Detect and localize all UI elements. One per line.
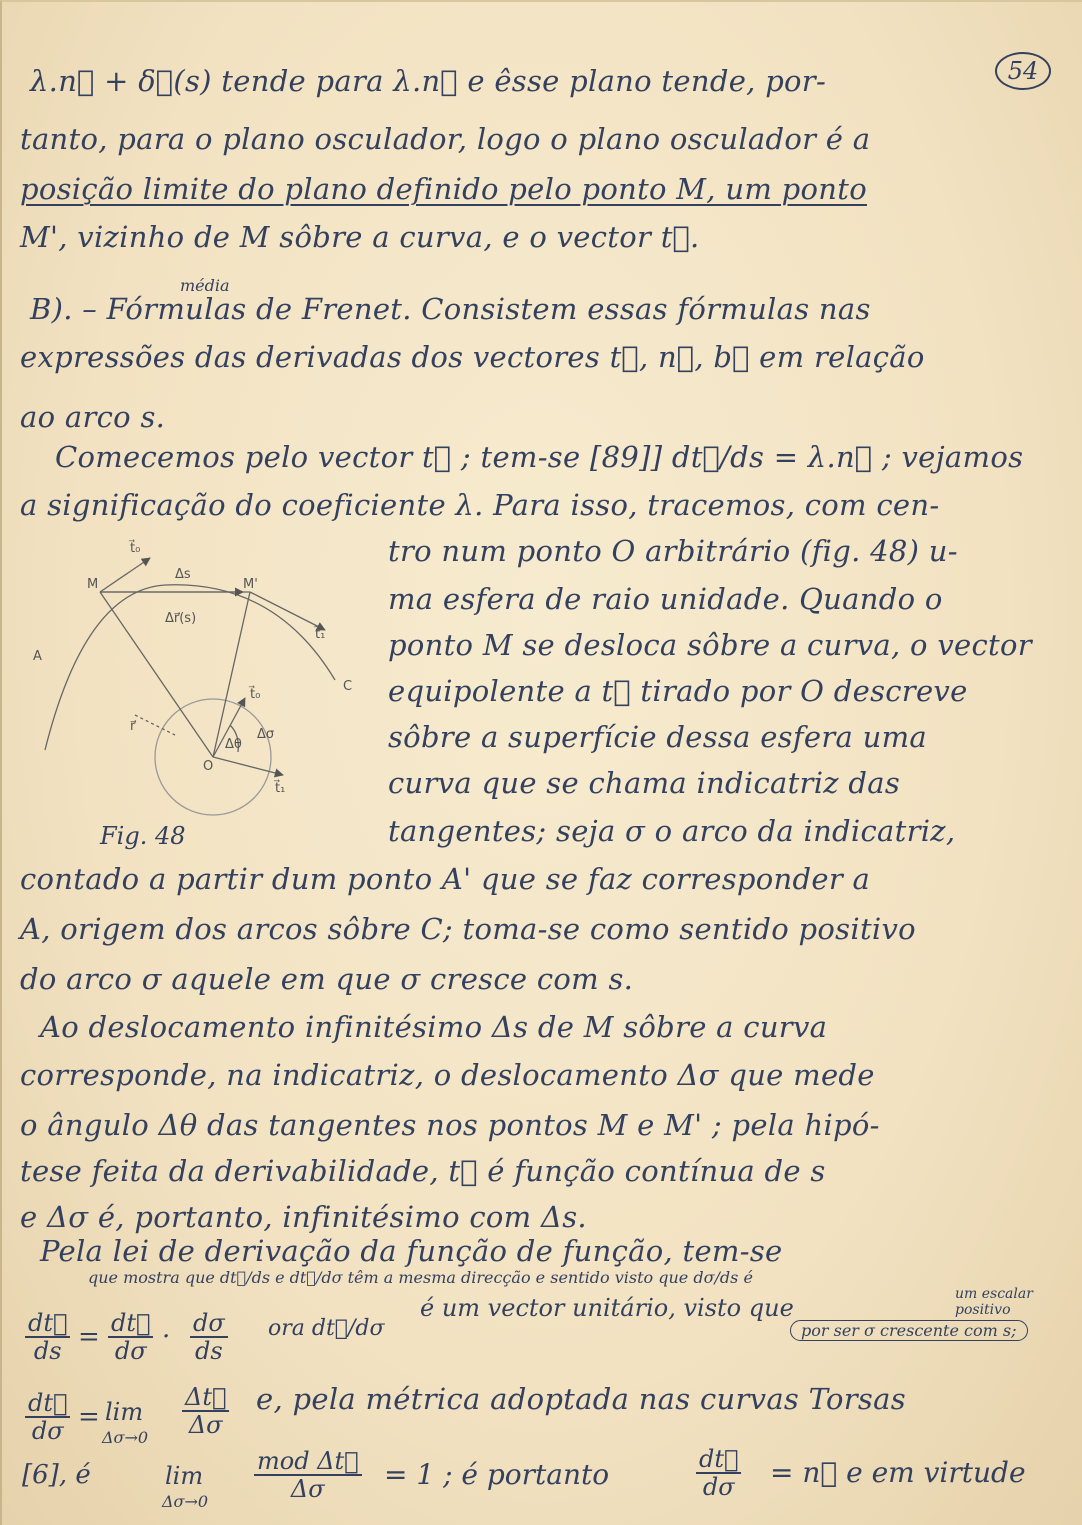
formula1-r1: $\frac{dt⃗}{d\sigma}$ bbox=[108, 1310, 153, 1364]
text-line-18: A, origem dos arcos sôbre C; toma-se como sentido positivo bbox=[20, 912, 916, 946]
arrow-r bbox=[135, 715, 175, 735]
formula3-lim: lim bbox=[165, 1462, 204, 1490]
label-ds: Δs bbox=[175, 567, 191, 582]
text-line-5: B). – Fórmulas de Frenet. Consistem essas fórmulas nas bbox=[30, 292, 871, 326]
formula3-frac: mod Δt⃗ Δσ bbox=[254, 1448, 362, 1502]
label-O: O bbox=[203, 759, 214, 774]
page-number: 54 bbox=[995, 52, 1051, 90]
arrow-t1-inner bbox=[213, 757, 283, 775]
text-line-12: ponto M se desloca sôbre a curva, o vector bbox=[388, 628, 1032, 662]
formula3-eq: = 1 ; é portanto bbox=[384, 1458, 610, 1491]
margin-note-1: que mostra que dt⃗/ds e dt⃗/dσ têm a mesma direcção e sentido visto que dσ/ds é bbox=[88, 1268, 753, 1287]
formula2-lhs: $\frac{dt⃗}{d\sigma}$ bbox=[25, 1390, 70, 1444]
text-line-15: curva que se chama indicatriz das bbox=[388, 766, 901, 800]
text-line-17: contado a partir dum ponto A' que se faz corresponder a bbox=[20, 862, 871, 896]
formula2-text: e, pela métrica adoptada nas curvas Torsas bbox=[256, 1382, 906, 1416]
text-line-13: equipolente a t⃗ tirado por O descreve bbox=[388, 674, 968, 708]
formula3-lim-sub: Δσ→0 bbox=[162, 1492, 209, 1511]
text-line-9: a significação do coeficiente λ. Para isso, tracemos, com cen- bbox=[20, 488, 940, 522]
formula3-frac2: $\frac{dt⃗}{d\sigma}$ bbox=[696, 1446, 741, 1500]
inserted-word: média bbox=[180, 276, 230, 295]
figure-caption: Fig. 48 bbox=[100, 822, 186, 850]
text-line-1: λ.n⃗ + δ⃗(s) tende para λ.n⃗ e êsse plano tende, por- bbox=[30, 64, 827, 98]
margin-note-4: um escalar positivo bbox=[955, 1286, 1033, 1318]
label-dsigma: Δσ bbox=[257, 727, 275, 742]
text-line-22: o ângulo Δθ das tangentes nos pontos M e M' ; pela hipó- bbox=[20, 1108, 880, 1142]
text-line-6: expressões das derivadas dos vectores t⃗, n⃗, b⃗ em relação bbox=[20, 340, 925, 374]
text-line-14: sôbre a superfície dessa esfera uma bbox=[388, 720, 927, 754]
radius-Mprime bbox=[213, 592, 250, 757]
text-line-19: do arco σ aquele em que σ cresce com s. bbox=[20, 962, 634, 996]
text-line-7: ao arco s. bbox=[20, 400, 166, 434]
margin-note-3: é um vector unitário, visto que bbox=[420, 1294, 794, 1322]
text-line-4: M', vizinho de M sôbre a curva, e o vector t⃗. bbox=[20, 220, 700, 254]
text-line-16: tangentes; seja σ o arco da indicatriz, bbox=[388, 814, 956, 848]
formula2-lim-sub: Δσ→0 bbox=[102, 1428, 149, 1447]
formula1-lhs: $\frac{dt⃗}{ds}$ bbox=[25, 1310, 70, 1364]
text-line-3: posição limite do plano definido pelo ponto M, um ponto bbox=[20, 172, 867, 206]
label-r: r⃗ bbox=[130, 719, 136, 734]
equals-sign: = bbox=[78, 1322, 100, 1352]
formula2-lim: lim bbox=[105, 1398, 144, 1426]
formula2-frac: $\frac{\Delta t⃗}{\Delta\sigma}$ bbox=[182, 1384, 229, 1438]
figure-48 bbox=[25, 530, 375, 824]
arrow-t1 bbox=[250, 592, 325, 630]
text-line-23: tese feita da derivabilidade, t⃗ é função contínua de s bbox=[20, 1154, 826, 1188]
formula3-after: = n⃗ e em virtude bbox=[770, 1456, 1026, 1489]
margin-note-2: ora dt⃗/dσ bbox=[268, 1316, 385, 1341]
dot-operator: · bbox=[162, 1322, 171, 1352]
formula3-ref: [6], é bbox=[22, 1460, 91, 1490]
label-M: M bbox=[87, 577, 99, 592]
text-line-24: e Δσ é, portanto, infinitésimo com Δs. bbox=[20, 1200, 587, 1234]
text-line-8: Comecemos pelo vector t⃗ ; tem-se [89]] dt⃗/ds = λ.n⃗ ; vejamos bbox=[55, 440, 1024, 474]
text-line-2: tanto, para o plano osculador, logo o plano osculador é a bbox=[20, 122, 871, 156]
label-C: C bbox=[343, 679, 353, 694]
label-Mprime: M' bbox=[243, 577, 258, 592]
label-t1: t⃗₁ bbox=[315, 627, 326, 642]
text-line-11: ma esfera de raio unidade. Quando o bbox=[388, 582, 943, 616]
label-dr: Δr⃗(s) bbox=[165, 611, 197, 626]
text-line-21: corresponde, na indicatriz, o deslocamento Δσ que mede bbox=[20, 1058, 875, 1092]
curve-C bbox=[45, 585, 335, 750]
label-t0: t⃗₀ bbox=[130, 541, 141, 556]
label-t1-inner: t⃗₁ bbox=[275, 781, 286, 796]
text-line-25: Pela lei de derivação da função de função, tem-se bbox=[40, 1234, 783, 1268]
text-line-10: tro num ponto O arbitrário (fig. 48) u- bbox=[388, 534, 958, 568]
label-t0-inner: t⃗₀ bbox=[250, 687, 261, 702]
text-line-20: Ao deslocamento infinitésimo Δs de M sôbre a curva bbox=[40, 1010, 828, 1044]
equals-sign-2: = bbox=[78, 1402, 100, 1432]
figure-sketch bbox=[25, 530, 375, 820]
label-A: A bbox=[33, 649, 42, 664]
label-dtheta: Δθ bbox=[225, 737, 242, 752]
arrow-t0 bbox=[100, 558, 150, 592]
margin-note-5: por ser σ crescente com s; bbox=[790, 1320, 1028, 1341]
formula1-r2: $\frac{d\sigma}{ds}$ bbox=[190, 1310, 228, 1364]
